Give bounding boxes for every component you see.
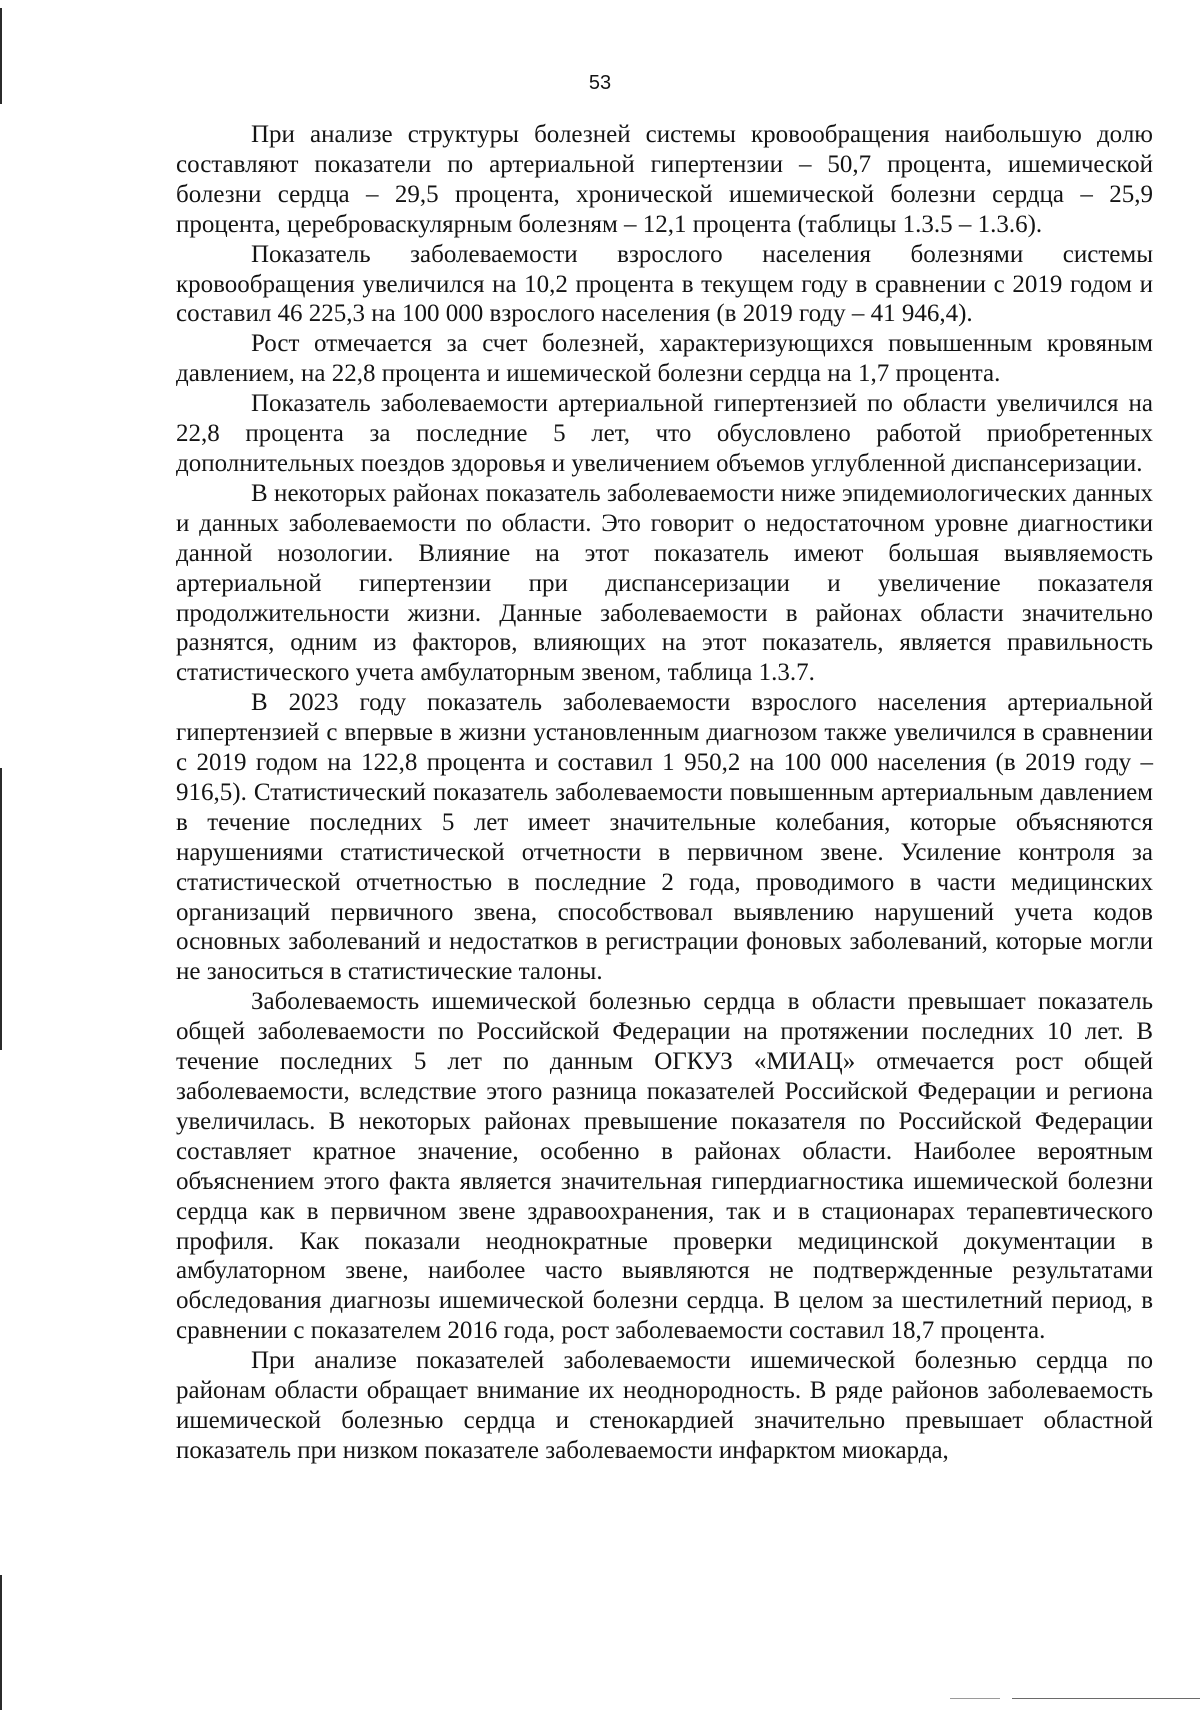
scan-edge-mark-middle: [0, 768, 2, 1050]
footer-mark-short: [950, 1698, 1000, 1699]
footer-rule: [1012, 1698, 1200, 1699]
paragraph-district-differences: В некоторых районах показатель заболеваемости ниже эпидемиологических данных и данных заболеваемости по области. Это говорит о недостаточном уровне диагностики данной нозологии. Влияние на этот показатель имеют большая выявляемость артериальной гипертензии при диспансеризации и увеличение показателя продолжительности жизни. Данные заболеваемости в районах области значительно разнятся, одним из факторов, влияющих на этот показатель, является правильность статистического учета амбулаторным звеном, таблица 1.3.7.: [176, 479, 1153, 687]
document-body: [176, 120, 1153, 1466]
paragraph-growth-factors: Рост отмечается за счет болезней, характеризующихся повышенным кровяным давлением, на 22,8 процента и ишемической болезни сердца на 1,7 процента.: [176, 330, 1153, 388]
page-number: 53: [588, 72, 612, 94]
paragraph-hypertension-increase: Показатель заболеваемости артериальной гипертензией по области увеличился на 22,8 процента за последние 5 лет, что обусловлено работой приобретенных дополнительных поездов здоровья и увеличением объемов углубленной диспансеризации.: [176, 390, 1153, 477]
paragraph-district-analysis: При анализе показателей заболеваемости ишемической болезнью сердца по районам области обращает внимание их неоднородность. В ряде районов заболеваемость ишемической болезнью сердца и стенокардией значительно превышает областной показатель при низком показателе заболеваемости инфарктом миокарда,: [176, 1347, 1153, 1464]
scan-edge-mark-bottom: [0, 1575, 2, 1710]
paragraph-cardiovascular-structure: При анализе структуры болезней системы кровообращения наибольшую долю составляют показатели по артериальной гипертензии – 50,7 процента, ишемической болезни сердца – 29,5 процента, хронической ишемической болезни сердца – 25,9 процента, цереброваскулярным болезням – 12,1 процента (таблицы 1.3.5 – 1.3.6).: [176, 121, 1153, 238]
paragraph-ischemic-heart-disease: Заболеваемость ишемической болезнью сердца в области превышает показатель общей заболеваемости по Российской Федерации на протяжении последних 10 лет. В течение последних 5 лет по данным ОГКУЗ «МИАЦ» отмечается рост общей заболеваемости, вследствие этого разница показателей Российской Федерации и региона увеличилась. В некоторых районах превышение показателя по Российской Федерации составляет кратное значение, особенно в районах области. Наиболее вероятным объяснением этого факта является значительная гипердиагностика ишемической болезни сердца как в первичном звене здравоохранения, так и в стационарах терапевтического профиля. Как показали неоднократные проверки медицинской документации в амбулаторном звене, наиболее часто выявляются не подтвержденные результатами обследования диагнозы ишемической болезни сердца. В целом за шестилетний период, в сравнении с показателем 2016 года, рост заболеваемости составил 18,7 процента.: [176, 988, 1153, 1345]
paragraph-adult-morbidity: Показатель заболеваемости взрослого населения болезнями системы кровообращения увеличился на 10,2 процента в текущем году в сравнении с 2019 годом и составил 46 225,3 на 100 000 взрослого населения (в 2019 году – 41 946,4).: [176, 240, 1153, 328]
paragraph-2023-hypertension: В 2023 году показатель заболеваемости взрослого населения артериальной гипертензией с впервые в жизни установленным диагнозом также увеличился в сравнении с 2019 годом на 122,8 процента и составил 1 950,2 на 100 000 населения (в 2019 году – 916,5). Статистический показатель заболеваемости повышенным артериальным давлением в течение последних 5 лет имеет значительные колебания, которые объясняются нарушениями статистической отчетности в первичном звене. Усиление контроля за статистической отчетностью в последние 2 года, проводимого в части медицинских организаций первичного звена, способствовал выявлению нарушений учета кодов основных заболеваний и недостатков в регистрации фоновых заболеваний, которые могли не заноситься в статистические талоны.: [176, 689, 1153, 986]
